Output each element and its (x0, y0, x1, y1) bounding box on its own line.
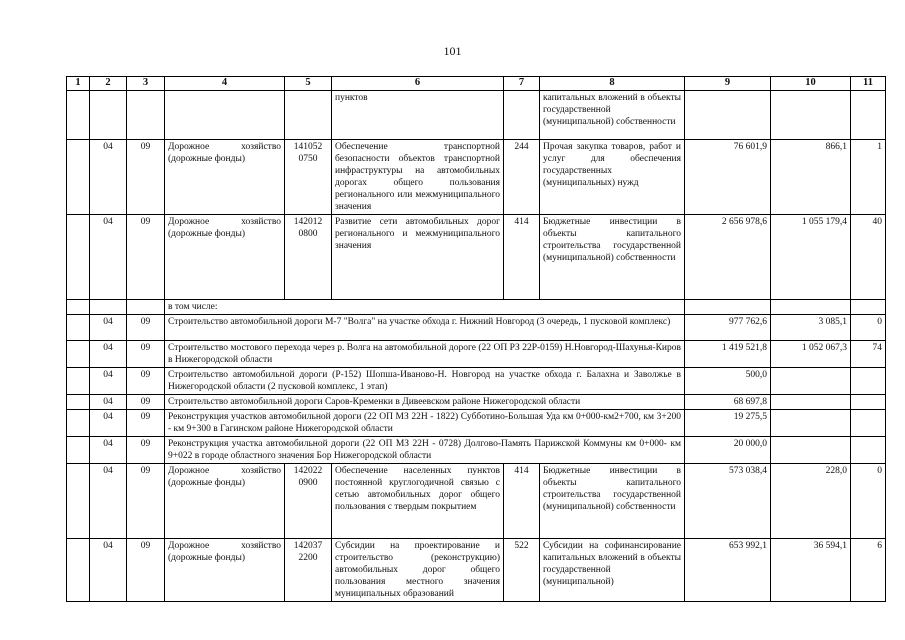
cell-executed: 1 052 067,3 (771, 341, 851, 368)
column-header: 2 (90, 77, 127, 91)
cell-col-1 (67, 215, 90, 300)
cell-target-code: 142037 2200 (285, 539, 332, 602)
table-row (67, 315, 886, 341)
cell-col-1 (67, 395, 90, 410)
cell-section (90, 300, 127, 315)
cell-col-1 (67, 368, 90, 395)
cell-amount: 68 697,8 (685, 395, 771, 410)
cell-percent: 0 (851, 315, 886, 341)
cell-percent: 1 (851, 140, 886, 215)
table-row (67, 300, 886, 315)
cell-col-1 (67, 300, 90, 315)
table-row (67, 437, 886, 464)
cell-subsection: 09 (127, 215, 165, 300)
cell-percent (851, 300, 886, 315)
table-row (67, 215, 886, 300)
cell-amount: 76 601,9 (685, 140, 771, 215)
cell-section: 04 (90, 464, 127, 539)
cell-section: 04 (90, 368, 127, 395)
column-header: 6 (332, 77, 504, 91)
column-header: 4 (165, 77, 285, 91)
cell-target-code: 141052 0750 (285, 140, 332, 215)
cell-amount: 2 656 978,6 (685, 215, 771, 300)
cell-subsection: 09 (127, 539, 165, 602)
cell-subsection: 09 (127, 368, 165, 395)
table-row (67, 410, 886, 437)
cell-section-name: Дорожное хозяйство (дорожные фонды) (165, 539, 285, 602)
cell-section: 04 (90, 341, 127, 368)
cell-percent (851, 368, 886, 395)
cell-expense-name: Бюджетные инвестиции в объекты капитального строительства государственной (муниципальной) собственности (540, 215, 685, 300)
cell-object-name: Строительство мостового перехода через р. Волга на автомобильной дороге (22 ОП РЗ 22Р-0159) Н.Новгород-Шахунья-Киров в Нижегородской области (165, 341, 685, 368)
cell-col-1 (67, 539, 90, 602)
cell-col-1 (67, 315, 90, 341)
cell-amount: 19 275,5 (685, 410, 771, 437)
cell-object-name: Реконструкция участка автомобильной дороги (22 ОП МЗ 22Н - 0728) Долгово-Память Парижской Коммуны км 0+000- км 9+022 в городе областного значения Бор Нижегородской области (165, 437, 685, 464)
column-header: 1 (67, 77, 90, 91)
page-number: 101 (443, 44, 462, 58)
cell-amount: 20 000,0 (685, 437, 771, 464)
cell-section-name (165, 91, 285, 140)
cell-percent (851, 395, 886, 410)
cell-col-1 (67, 437, 90, 464)
cell-percent: 6 (851, 539, 886, 602)
cell-target-name: Субсидии на проектирование и строительство (реконструкцию) автомобильных дорог общего пользования местного значения муниципальных образований (332, 539, 504, 602)
cell-col-1 (67, 140, 90, 215)
column-header: 9 (685, 77, 771, 91)
cell-executed (771, 91, 851, 140)
cell-target-name: Обеспечение населенных пунктов постоянной круглогодичной связью с сетью автомобильных дорог общего пользования с твердым покрытием (332, 464, 504, 539)
cell-percent: 40 (851, 215, 886, 300)
table-body (67, 91, 886, 602)
table-row (67, 395, 886, 410)
cell-target-code: 142022 0900 (285, 464, 332, 539)
cell-subsection: 09 (127, 395, 165, 410)
cell-amount: 1 419 521,8 (685, 341, 771, 368)
cell-section: 04 (90, 215, 127, 300)
cell-subsection: 09 (127, 315, 165, 341)
cell-subsection: 09 (127, 464, 165, 539)
column-header: 11 (851, 77, 886, 91)
cell-object-name: Строительство автомобильной дороги (Р-152) Шопша-Иваново-Н. Новгород на участке обхода г. Балахна и Заволжье в Нижегородской области (2 пусковой комплекс, 1 этап) (165, 368, 685, 395)
cell-executed (771, 410, 851, 437)
cell-subsection (127, 300, 165, 315)
cell-executed (771, 300, 851, 315)
cell-percent: 74 (851, 341, 886, 368)
cell-executed: 1 055 179,4 (771, 215, 851, 300)
cell-object-name: Строительство автомобильной дороги Саров-Кременки в Дивеевском районе Нижегородской области (165, 395, 685, 410)
cell-col-1 (67, 464, 90, 539)
column-header: 3 (127, 77, 165, 91)
cell-subsection: 09 (127, 341, 165, 368)
cell-subsection: 09 (127, 140, 165, 215)
cell-target-code: 142012 0800 (285, 215, 332, 300)
cell-section (90, 91, 127, 140)
table-row (67, 464, 886, 539)
cell-percent (851, 437, 886, 464)
table-row (67, 368, 886, 395)
cell-executed: 228,0 (771, 464, 851, 539)
cell-percent (851, 410, 886, 437)
cell-section: 04 (90, 315, 127, 341)
cell-section: 04 (90, 437, 127, 464)
cell-executed (771, 437, 851, 464)
cell-section-name: Дорожное хозяйство (дорожные фонды) (165, 464, 285, 539)
cell-amount (685, 91, 771, 140)
column-header: 7 (504, 77, 540, 91)
cell-section: 04 (90, 539, 127, 602)
header-row (67, 77, 886, 91)
cell-target-name: пунктов (332, 91, 504, 140)
cell-executed (771, 395, 851, 410)
cell-col-1 (67, 91, 90, 140)
cell-subsection: 09 (127, 437, 165, 464)
cell-expense-name: Бюджетные инвестиции в объекты капитального строительства государственной (муниципальной) собственности (540, 464, 685, 539)
cell-expense-type: 244 (504, 140, 540, 215)
cell-object-name: в том числе: (165, 300, 685, 315)
cell-executed: 3 085,1 (771, 315, 851, 341)
cell-percent (851, 91, 886, 140)
cell-amount: 653 992,1 (685, 539, 771, 602)
cell-target-name: Обеспечение транспортной безопасности объектов транспортной инфраструктуры на автомобильных дорогах общего пользования регионального или межмуниципального значения (332, 140, 504, 215)
cell-section-name: Дорожное хозяйство (дорожные фонды) (165, 140, 285, 215)
cell-section: 04 (90, 395, 127, 410)
cell-object-name: Строительство автомобильной дороги М-7 "Волга" на участке обхода г. Нижний Новгород (3 очередь, 1 пусковой комплекс) (165, 315, 685, 341)
table-row (67, 539, 886, 602)
cell-subsection: 09 (127, 410, 165, 437)
column-header: 5 (285, 77, 332, 91)
budget-table (66, 76, 886, 602)
cell-target-name: Развитие сети автомобильных дорог регионального и межмуниципального значения (332, 215, 504, 300)
column-header: 8 (540, 77, 685, 91)
cell-col-1 (67, 410, 90, 437)
cell-executed (771, 368, 851, 395)
cell-expense-name: капитальных вложений в объекты государственной (муниципальной) собственности (540, 91, 685, 140)
table-row (67, 91, 886, 140)
cell-amount: 573 038,4 (685, 464, 771, 539)
cell-expense-type: 414 (504, 464, 540, 539)
cell-section: 04 (90, 140, 127, 215)
cell-amount: 977 762,6 (685, 315, 771, 341)
cell-percent: 0 (851, 464, 886, 539)
cell-object-name: Реконструкция участков автомобильной дороги (22 ОП МЗ 22Н - 1822) Субботино-Большая Уда км 0+000-км2+700, км 3+200 - км 9+300 в Гагинском районе Нижегородской области (165, 410, 685, 437)
cell-expense-type: 522 (504, 539, 540, 602)
cell-executed: 866,1 (771, 140, 851, 215)
cell-expense-type: 414 (504, 215, 540, 300)
table-row (67, 140, 886, 215)
cell-subsection (127, 91, 165, 140)
cell-section-name: Дорожное хозяйство (дорожные фонды) (165, 215, 285, 300)
cell-expense-type (504, 91, 540, 140)
column-header: 10 (771, 77, 851, 91)
cell-amount: 500,0 (685, 368, 771, 395)
cell-expense-name: Субсидии на софинансирование капитальных вложений в объекты государственной (муниципальной) (540, 539, 685, 602)
cell-executed: 36 594,1 (771, 539, 851, 602)
cell-amount (685, 300, 771, 315)
cell-expense-name: Прочая закупка товаров, работ и услуг для обеспечения государственных (муниципальных) нужд (540, 140, 685, 215)
cell-section: 04 (90, 410, 127, 437)
cell-target-code (285, 91, 332, 140)
table-row (67, 341, 886, 368)
cell-col-1 (67, 341, 90, 368)
